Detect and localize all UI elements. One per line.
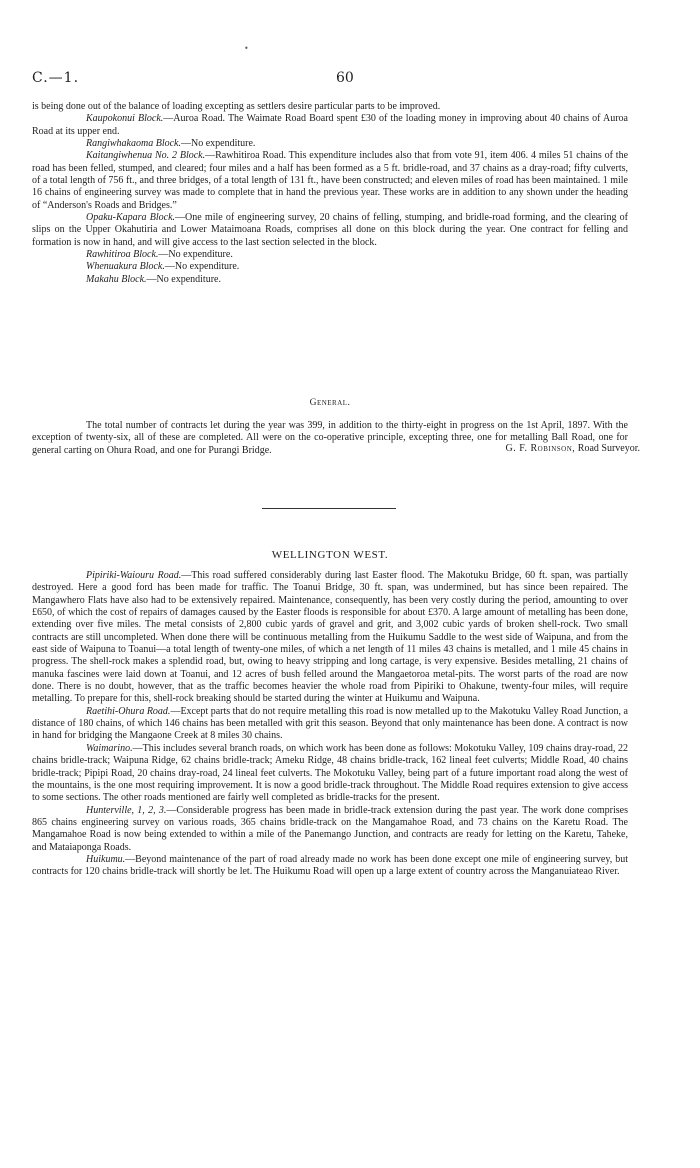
signature-title: Road Surveyor.: [577, 443, 640, 454]
road-text-huikumu: —Beyond maintenance of the part of road already made no work has been done except one mile of engineering survey, but contracts for 120 chains bridle-track will shortly be let. The Huikumu Road will open up a large extent of country across the Manganuiateao River.: [32, 853, 628, 878]
print-mark: •: [244, 44, 249, 53]
block-title-opaku: Opaku-Kapara Block.: [86, 212, 176, 224]
paragraph-huikumu: [32, 854, 628, 879]
block-text-whenuakura: —No expenditure.: [164, 261, 240, 273]
road-text-waimarino: —This includes several branch roads, on which work has been done as follows: Mokotuku Valley, 109 chains dray-road, 22 chains bridle-track; Waipuna Ridge, 62 chains bridle-track; Ameku Ridge, 48 chains bridle-track, 162 lineal feet culverts; Middle Road, 40 chains bridle-track; Pipipi Road, 20 chains dray-road, 24 lineal feet culverts. The Mokotuku Valley, being part of a future important road along the west of the mountains, is the one most requiring improvement. It is now a good bridle-track throughout. The Middle Road requires extension to give access to some sections. The other roads mentioned are fairly well completed as bridle-tracks for the present.: [32, 742, 628, 804]
road-title-raetihi: Raetihi-Ohura Road.: [86, 705, 171, 717]
block-text-rawhitiroa: —No expenditure.: [158, 249, 233, 261]
block-title-makahu: Makahu Block.: [86, 273, 147, 285]
block-text-opaku: —One mile of engineering survey, 20 chains of felling, stumping, and bridle-road forming, and the clearing of slips on the Upper Okahutiria and Lower Mataimoana Roads, comprises all done on this block during the year. One contract for felling and formation is now in hand, and will give access to the last section selected in the block.: [32, 212, 628, 248]
paragraph-rawhitiroa: [32, 249, 628, 261]
paragraph-kaitangiwhenua: [32, 150, 628, 212]
paragraph-makahu: [32, 274, 628, 286]
paragraph-whenuakura: [32, 261, 628, 273]
signature-name: G. F. Robinson,: [505, 443, 576, 454]
top-section: [32, 101, 628, 286]
block-text-kaupokonui: —Auroa Road. The Waimate Road Board spent £30 of the loading money in improving about 40 chains of Auroa Road at its upper end.: [32, 113, 628, 137]
block-title-kaupokonui: Kaupokonui Block.: [86, 113, 164, 125]
block-title-rangiwhakaoma: Rangiwhakaoma Block.: [86, 138, 181, 150]
block-text-makahu: —No expenditure.: [146, 273, 221, 285]
general-paragraph: The total number of contracts let during the year was 399, in addition to the thirty-eight in progress on the 1st April, 1897. With the exception of twenty-six, all of these are completed. All were on the co-operative principle, excepting three, one for metalling Ball Road, one for general carting on Ohura Road, and one for Purangi Bridge.: [32, 420, 628, 456]
paragraph-raetihi: [32, 706, 628, 743]
road-text-pipiriki: —This road suffered considerably during last Easter flood. The Makotuku Bridge, 60 ft. span, was partially destroyed. Here a good ford has been made for traffic. The Toanui Bridge, 30 ft. span, was undermined, but has since been repaired. The Mangawhero Flats have also had to be extensively repaired. Maintenance, consequently, has been very costly during the period, amounting to over £650, of which the cost of repairs of damages caused by the Easter floods is responsible for about £370. A large amount of metalling has been done, extending over five miles. The metal consists of 2,800 cubic yards of gravel and grit, and 3,002 cubic yards of broken shell-rock. Two small contracts are still uncompleted. When done there will be continuous metalling from the Huikumu Saddle to the west side of Waipuna, and from the east side of Waipuna to Toanui—a total length of twenty-one miles, of which a net length of 11 miles 43 chains is metalled, and 1 mile 45 chains in progress. The shell-rock makes a splendid road, but, owing to heavy stripping and long cartage, is very expensive. Besides metalling, 21 chains of manuka fascines were laid down at Toanui, and 12 acres of bush felled around the Mangaetoroa metal-pits. The worst parts of the road are now done. There is no doubt, however, that as the traffic becomes heavier the whole road from Pipiriki to Ohakune, twenty-four miles, will require metalling. To prepare for this, shell-rock breaking should be started during the winter at Huikumu and Waipuna.: [32, 570, 629, 705]
block-text-rangiwhakaoma: —No expenditure.: [180, 138, 256, 150]
paragraph-continuation: is being done out of the balance of loading excepting as settlers desire particular parts to be improved.: [32, 101, 441, 112]
paragraph-rangiwhakaoma: [32, 138, 628, 150]
road-text-hunterville: —Considerable progress has been made in bridle-track extension during the past year. The work done comprises 865 chains engineering survey on various roads, 365 chains bridle-track on the Mangamahoe Road, and 73 chains on the Karetu Road. The Mangamahoe Road is now being extended to within a mile of the Panemango Junction, and contracts are ready for letting on the Karetu, Taheke, and Mataiaponga Roads.: [32, 804, 628, 853]
page-number: 60: [336, 70, 354, 86]
block-text-kaitangiwhenua: —Rawhitiroa Road. This expenditure includes also that from vote 91, item 406. 4 miles 51 chains of the road has been felled, stumped, and cleared; four miles and a half has been formed as a 5 ft. bridle-road, and 37 chains as a dray-road; fifty culverts, of a total length of 756 ft., and three bridges, of a total length of 131 ft., have been constructed; and eleven miles of road has been maintained. 1 mile 16 chains of engineering survey was made to complete that in hand the previous year. These works are in addition to any shown under the heading of “Anderson's Roads and Bridges.”: [32, 150, 629, 211]
block-title-kaitangiwhenua: Kaitangiwhenua No. 2 Block.: [86, 150, 206, 162]
block-title-rawhitiroa: Rawhitiroa Block.: [86, 249, 159, 261]
road-title-pipiriki: Pipiriki-Waiouru Road.: [86, 570, 182, 581]
paragraph-kaupokonui: [32, 113, 628, 138]
document-reference: C.—1.: [32, 70, 80, 86]
paragraph-waimarino: [32, 743, 628, 805]
paragraph-pipiriki: [32, 570, 628, 706]
block-title-whenuakura: Whenuakura Block.: [86, 261, 165, 273]
paragraph-opaku: [32, 212, 628, 249]
paragraph-hunterville: [32, 805, 628, 854]
road-text-raetihi: —Except parts that do not require metalling this road is now metalled up to the Makotuku Valley Road Junction, a distance of 180 chains, of which 146 chains has been metalled with grit this season. Beyond that only maintenance has been done. A contract is now in hand for bridging the Mangaone Creek at 8 miles 30 chains.: [32, 705, 628, 742]
general-heading: General.: [309, 398, 351, 408]
section-divider: [262, 508, 396, 509]
road-title-huikumu: Huikumu.: [86, 853, 126, 865]
road-title-hunterville: Hunterville, 1, 2, 3.: [86, 804, 167, 816]
wellington-section: [32, 570, 628, 879]
road-title-waimarino: Waimarino.: [86, 742, 133, 754]
signature: [506, 443, 641, 454]
wellington-heading: WELLINGTON WEST.: [271, 549, 389, 561]
